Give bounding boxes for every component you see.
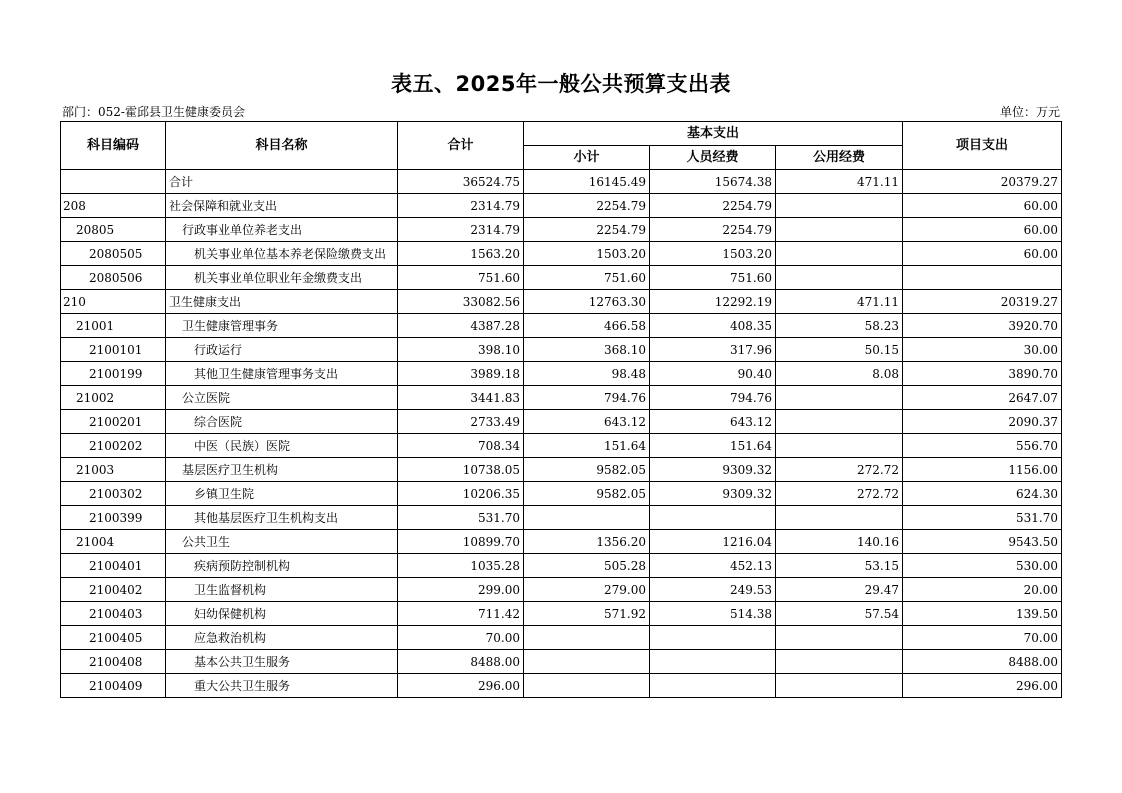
cell-project: 296.00 [903, 674, 1062, 698]
header-project: 项目支出 [903, 122, 1062, 170]
cell-total: 296.00 [398, 674, 524, 698]
table-row [61, 362, 1062, 386]
cell-name: 公共卫生 [166, 530, 398, 554]
cell-code: 210 [61, 290, 166, 314]
cell-subtotal: 151.64 [524, 434, 650, 458]
cell-name: 妇幼保健机构 [166, 602, 398, 626]
cell-subtotal: 466.58 [524, 314, 650, 338]
cell-code: 2100202 [61, 434, 166, 458]
cell-project: 1156.00 [903, 458, 1062, 482]
cell-subtotal: 2254.79 [524, 218, 650, 242]
cell-total: 2314.79 [398, 218, 524, 242]
cell-personnel: 90.40 [650, 362, 776, 386]
cell-project [903, 266, 1062, 290]
cell-name: 卫生健康管理事务 [166, 314, 398, 338]
cell-public-funds [776, 410, 903, 434]
cell-public-funds: 272.72 [776, 482, 903, 506]
cell-personnel: 794.76 [650, 386, 776, 410]
header-code: 科目编码 [61, 122, 166, 170]
cell-personnel [650, 626, 776, 650]
cell-subtotal: 751.60 [524, 266, 650, 290]
unit-label: 单位：万元 [999, 105, 1060, 119]
cell-public-funds [776, 626, 903, 650]
cell-public-funds [776, 194, 903, 218]
cell-code: 2100302 [61, 482, 166, 506]
cell-subtotal [524, 506, 650, 530]
header-basic: 基本支出 [524, 122, 903, 146]
cell-code: 2100201 [61, 410, 166, 434]
cell-total: 10738.05 [398, 458, 524, 482]
table-row [61, 626, 1062, 650]
table-row [61, 674, 1062, 698]
table-row [61, 434, 1062, 458]
table-row [61, 506, 1062, 530]
table-row [61, 602, 1062, 626]
table-row [61, 218, 1062, 242]
cell-personnel: 514.38 [650, 602, 776, 626]
cell-name: 乡镇卫生院 [166, 482, 398, 506]
header-total: 合计 [398, 122, 524, 170]
cell-personnel [650, 506, 776, 530]
cell-code: 21003 [61, 458, 166, 482]
cell-total: 398.10 [398, 338, 524, 362]
table-body [61, 170, 1062, 698]
budget-table [60, 121, 1062, 698]
cell-project: 20.00 [903, 578, 1062, 602]
header-name: 科目名称 [166, 122, 398, 170]
table-row [61, 338, 1062, 362]
cell-subtotal [524, 626, 650, 650]
table-row [61, 554, 1062, 578]
cell-total: 751.60 [398, 266, 524, 290]
cell-project: 139.50 [903, 602, 1062, 626]
table-header [61, 122, 1062, 170]
cell-name: 基本公共卫生服务 [166, 650, 398, 674]
cell-subtotal: 16145.49 [524, 170, 650, 194]
cell-personnel: 2254.79 [650, 194, 776, 218]
cell-public-funds [776, 242, 903, 266]
cell-total: 3441.83 [398, 386, 524, 410]
cell-personnel: 643.12 [650, 410, 776, 434]
cell-name: 其他卫生健康管理事务支出 [166, 362, 398, 386]
cell-total: 10206.35 [398, 482, 524, 506]
department-label: 部门：052-霍邱县卫生健康委员会 [62, 105, 245, 119]
cell-total: 8488.00 [398, 650, 524, 674]
cell-personnel: 9309.32 [650, 458, 776, 482]
cell-public-funds [776, 386, 903, 410]
cell-total: 10899.70 [398, 530, 524, 554]
cell-public-funds: 272.72 [776, 458, 903, 482]
cell-project: 9543.50 [903, 530, 1062, 554]
table-row [61, 386, 1062, 410]
cell-public-funds: 8.08 [776, 362, 903, 386]
table-row [61, 170, 1062, 194]
cell-personnel: 12292.19 [650, 290, 776, 314]
cell-total: 531.70 [398, 506, 524, 530]
cell-name: 机关事业单位职业年金缴费支出 [166, 266, 398, 290]
cell-personnel [650, 674, 776, 698]
cell-name: 合计 [166, 170, 398, 194]
cell-subtotal: 505.28 [524, 554, 650, 578]
cell-project: 3920.70 [903, 314, 1062, 338]
cell-subtotal: 1503.20 [524, 242, 650, 266]
cell-code: 21004 [61, 530, 166, 554]
table-row [61, 482, 1062, 506]
cell-code: 21002 [61, 386, 166, 410]
cell-personnel: 452.13 [650, 554, 776, 578]
cell-name: 其他基层医疗卫生机构支出 [166, 506, 398, 530]
cell-code [61, 170, 166, 194]
cell-personnel: 751.60 [650, 266, 776, 290]
cell-total: 299.00 [398, 578, 524, 602]
cell-public-funds: 29.47 [776, 578, 903, 602]
cell-project: 2090.37 [903, 410, 1062, 434]
table-row [61, 242, 1062, 266]
cell-public-funds [776, 434, 903, 458]
cell-personnel: 15674.38 [650, 170, 776, 194]
cell-subtotal: 98.48 [524, 362, 650, 386]
cell-project: 20379.27 [903, 170, 1062, 194]
header-personnel: 人员经费 [650, 146, 776, 170]
table-row [61, 578, 1062, 602]
cell-personnel: 408.35 [650, 314, 776, 338]
cell-code: 2100403 [61, 602, 166, 626]
cell-total: 3989.18 [398, 362, 524, 386]
cell-name: 行政事业单位养老支出 [166, 218, 398, 242]
cell-code: 2080505 [61, 242, 166, 266]
cell-code: 21001 [61, 314, 166, 338]
cell-subtotal [524, 674, 650, 698]
cell-personnel: 1216.04 [650, 530, 776, 554]
table-row [61, 266, 1062, 290]
cell-total: 711.42 [398, 602, 524, 626]
cell-code: 2100101 [61, 338, 166, 362]
table-row [61, 650, 1062, 674]
cell-subtotal: 12763.30 [524, 290, 650, 314]
cell-code: 2100399 [61, 506, 166, 530]
cell-subtotal: 571.92 [524, 602, 650, 626]
cell-name: 卫生监督机构 [166, 578, 398, 602]
cell-subtotal: 643.12 [524, 410, 650, 434]
cell-public-funds [776, 266, 903, 290]
cell-subtotal: 1356.20 [524, 530, 650, 554]
cell-name: 公立医院 [166, 386, 398, 410]
cell-personnel: 249.53 [650, 578, 776, 602]
cell-project: 60.00 [903, 242, 1062, 266]
cell-project: 556.70 [903, 434, 1062, 458]
page-title: 表五、2025年一般公共预算支出表 [391, 72, 731, 96]
cell-project: 530.00 [903, 554, 1062, 578]
header-subtotal: 小计 [524, 146, 650, 170]
table-row [61, 530, 1062, 554]
cell-name: 综合医院 [166, 410, 398, 434]
cell-subtotal [524, 650, 650, 674]
cell-project: 624.30 [903, 482, 1062, 506]
cell-project: 30.00 [903, 338, 1062, 362]
cell-personnel: 2254.79 [650, 218, 776, 242]
cell-code: 2100199 [61, 362, 166, 386]
cell-total: 70.00 [398, 626, 524, 650]
cell-subtotal: 9582.05 [524, 458, 650, 482]
cell-public-funds: 58.23 [776, 314, 903, 338]
cell-name: 机关事业单位基本养老保险缴费支出 [166, 242, 398, 266]
cell-personnel: 1503.20 [650, 242, 776, 266]
cell-public-funds [776, 674, 903, 698]
cell-code: 2100402 [61, 578, 166, 602]
cell-subtotal: 9582.05 [524, 482, 650, 506]
cell-project: 60.00 [903, 218, 1062, 242]
cell-name: 应急救治机构 [166, 626, 398, 650]
cell-project: 531.70 [903, 506, 1062, 530]
cell-code: 2080506 [61, 266, 166, 290]
cell-personnel: 151.64 [650, 434, 776, 458]
table-row [61, 458, 1062, 482]
cell-personnel [650, 650, 776, 674]
cell-public-funds [776, 218, 903, 242]
cell-subtotal: 2254.79 [524, 194, 650, 218]
cell-code: 2100408 [61, 650, 166, 674]
cell-code: 20805 [61, 218, 166, 242]
cell-public-funds: 471.11 [776, 290, 903, 314]
cell-name: 行政运行 [166, 338, 398, 362]
cell-public-funds: 53.15 [776, 554, 903, 578]
cell-total: 1035.28 [398, 554, 524, 578]
cell-subtotal: 279.00 [524, 578, 650, 602]
cell-total: 2733.49 [398, 410, 524, 434]
cell-total: 36524.75 [398, 170, 524, 194]
table-row [61, 410, 1062, 434]
cell-name: 疾病预防控制机构 [166, 554, 398, 578]
cell-project: 2647.07 [903, 386, 1062, 410]
cell-subtotal: 794.76 [524, 386, 650, 410]
cell-code: 2100405 [61, 626, 166, 650]
cell-code: 2100401 [61, 554, 166, 578]
cell-project: 70.00 [903, 626, 1062, 650]
cell-public-funds [776, 650, 903, 674]
cell-total: 1563.20 [398, 242, 524, 266]
cell-project: 20319.27 [903, 290, 1062, 314]
cell-total: 4387.28 [398, 314, 524, 338]
cell-public-funds: 140.16 [776, 530, 903, 554]
cell-name: 社会保障和就业支出 [166, 194, 398, 218]
cell-public-funds: 471.11 [776, 170, 903, 194]
cell-personnel: 9309.32 [650, 482, 776, 506]
cell-code: 2100409 [61, 674, 166, 698]
cell-name: 重大公共卫生服务 [166, 674, 398, 698]
cell-total: 33082.56 [398, 290, 524, 314]
cell-public-funds: 57.54 [776, 602, 903, 626]
cell-subtotal: 368.10 [524, 338, 650, 362]
cell-total: 2314.79 [398, 194, 524, 218]
cell-project: 3890.70 [903, 362, 1062, 386]
table-row [61, 314, 1062, 338]
cell-public-funds: 50.15 [776, 338, 903, 362]
table-row [61, 290, 1062, 314]
cell-project: 60.00 [903, 194, 1062, 218]
cell-total: 708.34 [398, 434, 524, 458]
cell-public-funds [776, 506, 903, 530]
cell-project: 8488.00 [903, 650, 1062, 674]
table-row [61, 194, 1062, 218]
cell-personnel: 317.96 [650, 338, 776, 362]
cell-code: 208 [61, 194, 166, 218]
header-public-funds: 公用经费 [776, 146, 903, 170]
cell-name: 基层医疗卫生机构 [166, 458, 398, 482]
cell-name: 中医（民族）医院 [166, 434, 398, 458]
cell-name: 卫生健康支出 [166, 290, 398, 314]
